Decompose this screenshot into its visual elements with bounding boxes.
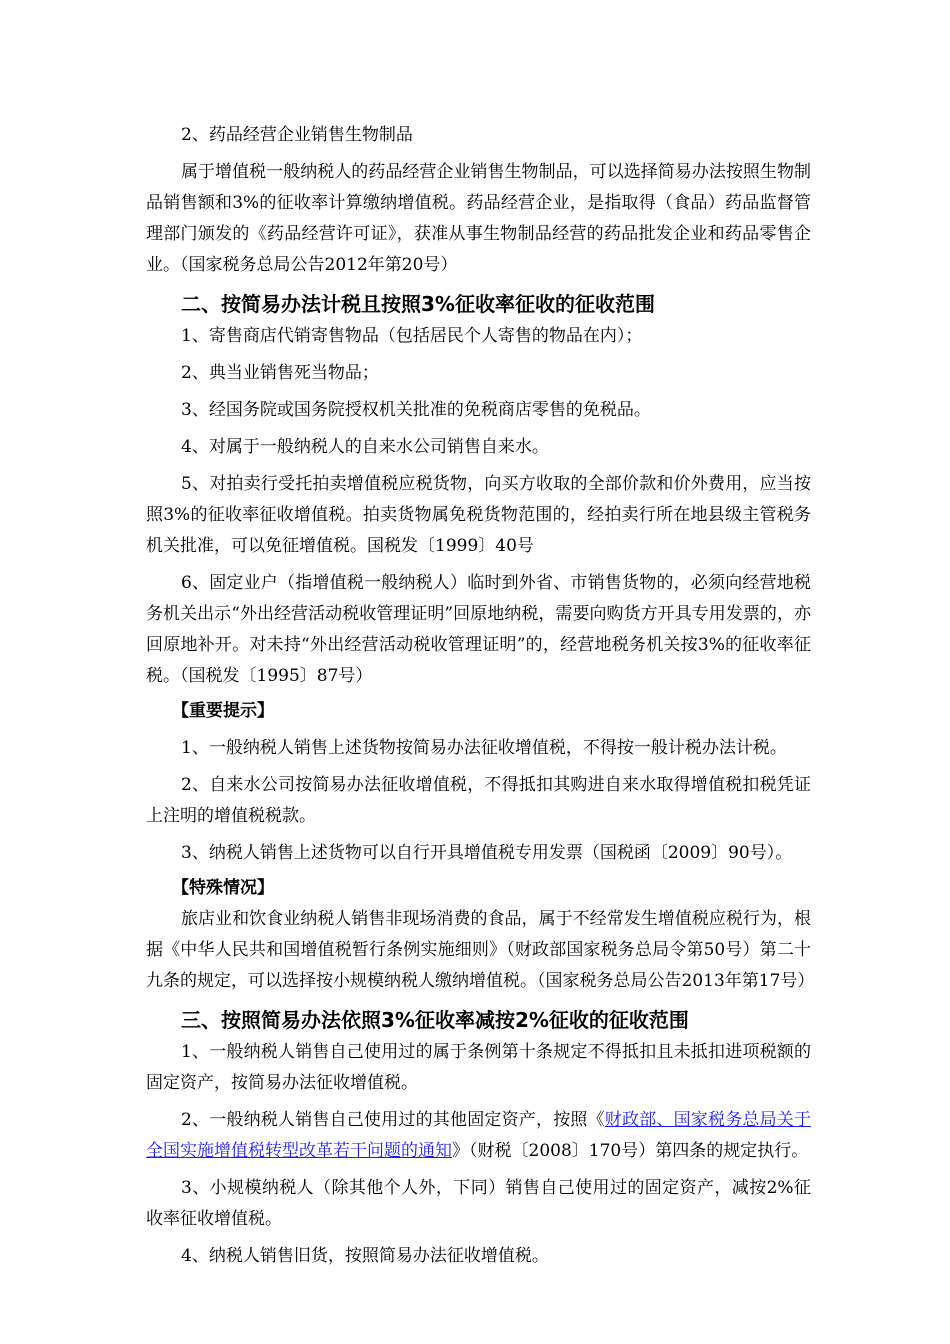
item-title: 2、药品经营企业销售生物制品 [181, 125, 413, 145]
list-item: 1、一般纳税人销售自己使用过的属于条例第十条规定不得抵扣且未抵扣进项税额的固定资产，按简易办法征收增值税。 [146, 1042, 811, 1093]
list-item: 5、对拍卖行受托拍卖增值税应税货物，向买方收取的全部价款和价外费用，应当按照3%的征收率征收增值税。拍卖货物属免税货物范围的，经拍卖行所在地县级主管税务机关批准，可以免征增值税。国税发〔1999〕40号 [146, 474, 811, 556]
paragraph: 属于增值税一般纳税人的药品经营企业销售生物制品，可以选择简易办法按照生物制品销售额和3%的征收率计算缴纳增值税。药品经营企业，是指取得（食品）药品监督管理部门颁发的《药品经营许可证》，获准从事生物制品经营的药品批发企业和药品零售企业。（国家税务总局公告2012年第20号） [146, 162, 811, 275]
paragraph: 旅店业和饮食业纳税人销售非现场消费的食品，属于不经常发生增值税应税行为，根据《中华人民共和国增值税暂行条例实施细则》（财政部国家税务总局令第50号）第二十九条的规定，可以选择按小规模纳税人缴纳增值税。（国家税务总局公告2013年第17号） [146, 909, 815, 991]
list-item: 2、典当业销售死当物品； [181, 363, 379, 383]
important-tip-title: 【重要提示】 [172, 701, 274, 721]
notice-link[interactable]: 财政部、国家税务总局关于全国实施增值税转型改革若干问题的通知 [146, 1110, 811, 1161]
special-case-title: 【特殊情况】 [172, 878, 274, 898]
list-item: 3、经国务院或国务院授权机关批准的免税商店零售的免税品。 [181, 400, 651, 420]
tip-item: 3、纳税人销售上述货物可以自行开具增值税专用发票（国税函〔2009〕90号）。 [181, 843, 793, 863]
document-page [146, 120, 815, 1272]
list-item: 3、小规模纳税人（除其他个人外，下同）销售自己使用过的固定资产，减按2%征收率征收增值税。 [146, 1178, 811, 1229]
list-item [146, 1105, 811, 1167]
list-item: 4、对属于一般纳税人的自来水公司销售自来水。 [181, 437, 549, 457]
list-item: 1、寄售商店代销寄售物品（包括居民个人寄售的物品在内）； [181, 326, 643, 346]
tip-item: 2、自来水公司按简易办法征收增值税，不得抵扣其购进自来水取得增值税扣税凭证上注明的增值税税款。 [146, 775, 811, 826]
tip-item: 1、一般纳税人销售上述货物按简易办法征收增值税，不得按一般计税办法计税。 [181, 738, 787, 758]
list-item: 6、固定业户（指增值税一般纳税人）临时到外省、市销售货物的，必须向经营地税务机关出示“外出经营活动税收管理证明”回原地纳税，需要向购货方开具专用发票的，亦回原地补开。对未持“外出经营活动税收管理证明”的，经营地税务机关按3%的征收率征税。（国税发〔1995〕87号） [146, 573, 811, 686]
list-item: 4、纳税人销售旧货，按照简易办法征收增值税。 [181, 1246, 549, 1266]
item-text: 》（财税〔2008〕170号）第四条的规定执行。 [452, 1141, 809, 1161]
section-heading: 二、按简易办法计税且按照3%征收率征收的征收范围 [181, 292, 655, 316]
section-heading: 三、按照简易办法依照3%征收率减按2%征收的征收范围 [181, 1008, 689, 1032]
item-text: 2、一般纳税人销售自己使用过的其他固定资产，按照《 [181, 1110, 605, 1130]
